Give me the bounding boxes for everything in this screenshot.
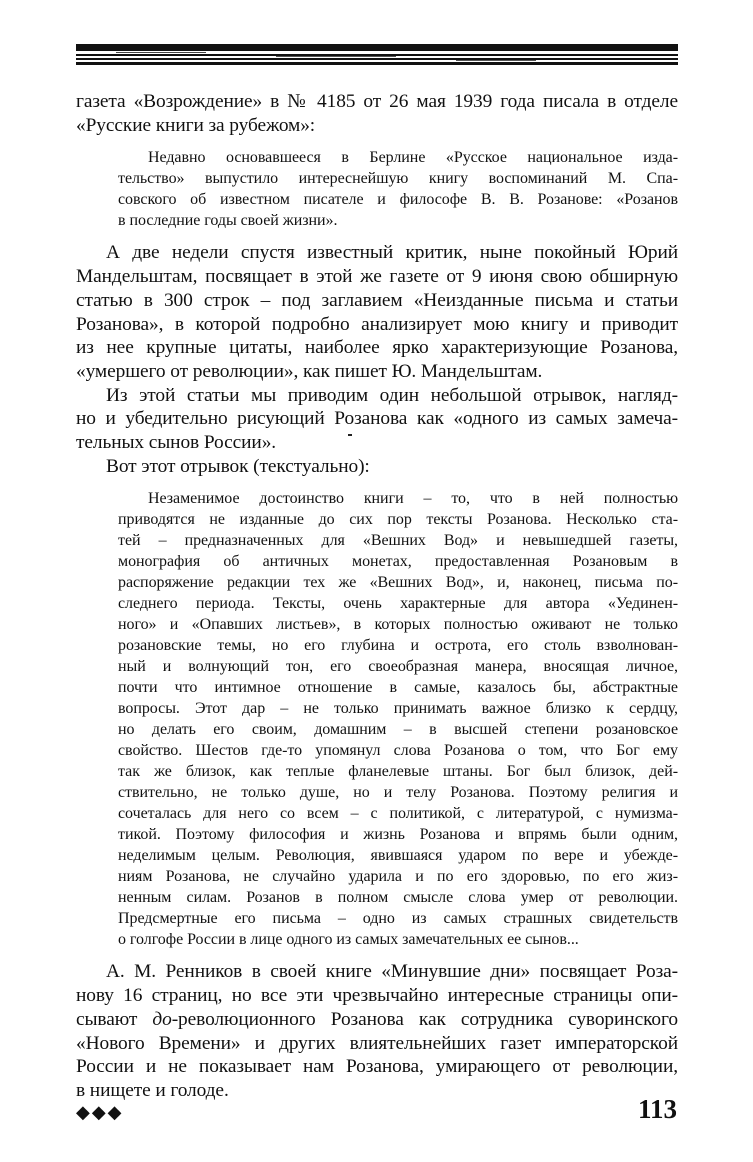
page-body — [76, 90, 678, 1103]
paragraph-4 — [76, 455, 678, 479]
quote-line: ный и волнующий тон, его своеобразная манера, вносящая личное, — [118, 658, 678, 676]
quote-line: но делать его своим, домашним – в высшей степени розановское — [118, 721, 678, 739]
quote-line: тельство» выпустило интереснейшую книгу воспоминаний М. Спа- — [118, 170, 678, 188]
text-line: нову 16 страниц, но все эти чрезвычайно интересные страницы опи- — [76, 985, 678, 1007]
header-rule-ornament — [76, 44, 678, 68]
text-fragment: -революционного Розанова как сотрудника суворинского — [171, 1008, 678, 1030]
quote-line: ненным силам. Розанов в полном смысле слова умер от революции. — [118, 889, 678, 907]
quote-line: ствительно, не только душе, но и телу Розанова. Поэтому религия и — [118, 784, 678, 802]
quote-2 — [76, 488, 678, 950]
emphasis: до — [152, 1008, 172, 1030]
footer-ornament: ◆◆◆ — [76, 1102, 124, 1123]
text-line: статью в 300 строк – под заглавием «Неизданные письма и статьи — [76, 289, 678, 311]
quote-line: тикой. Поэтому философия и жизнь Розанова и впрямь были одним, — [118, 826, 678, 844]
page-number: 113 — [637, 1094, 677, 1124]
text-line: «умершего от революции», как пишет Ю. Мандельштам. — [76, 360, 543, 382]
quote-line: так же близок, как теплые фланелевые штаны. Бог был близок, дей- — [118, 763, 678, 781]
text-line — [76, 1008, 678, 1032]
quote-line: розановские темы, но его глубина и острота, его столь взволнован- — [118, 637, 678, 655]
text-line: но и убедительно рисующий Розанова как «одного из самых замеча- — [76, 408, 678, 430]
paragraph-3 — [76, 384, 678, 455]
quote-line: ного» и «Опавших листьев», в которых полностью оживают не только — [118, 616, 678, 634]
text-line: «Русские книги за рубежом»: — [76, 114, 316, 136]
text-line: Из этой статьи мы приводим один небольшой отрывок, нагляд- — [106, 384, 678, 406]
quote-line: неделимым целым. Революция, явившаяся ударом по вере и убежде- — [118, 847, 678, 865]
quote-line: распоряжение редакции тех же «Вешних Вод», и, наконец, письма по- — [118, 574, 678, 592]
text-line: газета «Возрождение» в № 4185 от 26 мая 1939 года писала в отделе — [76, 91, 678, 112]
text-line: в нищете и голоде. — [76, 1079, 229, 1101]
quote-line: ниям Розанова, не случайно ударила и по его здоровью, по его жиз- — [118, 868, 678, 886]
quote-line: монография об античных монетах, предоставленная Розановым в — [118, 553, 678, 571]
text-line: А. М. Ренников в своей книге «Минувшие дни» посвящает Роза- — [106, 961, 678, 983]
quote-line: Незаменимое достоинство книги – то, что в ней полностью — [148, 490, 678, 508]
text-line: Вот этот отрывок (текстуально): — [106, 455, 370, 477]
text-line: Мандельштам, посвящает в этой же газете от 9 июня свою обширную — [76, 266, 678, 288]
quote-line: тей – предназначенных для «Вешних Вод» и невышедшей газеты, — [118, 532, 678, 550]
text-line: тельных сынов России». — [76, 432, 277, 454]
quote-line: приводятся не изданные до сих пор тексты Розанова. Несколько ста- — [118, 511, 678, 529]
quote-line: совского об известном писателе и философе В. В. Розанове: «Розанов — [118, 191, 678, 209]
quote-line: в последние годы своей жизни». — [118, 212, 338, 230]
paragraph-2 — [76, 241, 678, 383]
text-line: Розанова», в которой подробно анализирует мою книгу и приводит — [76, 313, 678, 335]
text-line: «Нового Времени» и других влиятельнейших газет императорской — [76, 1032, 678, 1054]
quote-line: следнего периода. Тексты, очень характерные для автора «Уединен- — [118, 595, 678, 613]
quote-line: свойство. Шестов где-то упомянул слова Розанова о том, что Бог ему — [118, 742, 678, 760]
stray-mark — [348, 434, 352, 436]
quote-1 — [76, 147, 678, 231]
quote-line: Недавно основавшееся в Берлине «Русское национальное изда- — [148, 149, 678, 167]
text-line: А две недели спустя известный критик, ныне покойный Юрий — [106, 242, 678, 264]
quote-line: почти что интимное отношение в самые, казалось бы, абстрактные — [118, 679, 678, 697]
quote-line: Предсмертные его письма – одно из самых страшных свидетельств — [118, 910, 678, 928]
paragraph-5 — [76, 960, 678, 1102]
text-fragment: сывают — [76, 1008, 153, 1030]
quote-line: вопросы. Этот дар – не только принимать важное близко к сердцу, — [118, 700, 678, 718]
text-line: России и не показывает нам Розанова, умирающего от революции, — [76, 1056, 678, 1078]
paragraph-1 — [76, 90, 678, 137]
text-line: из нее крупные цитаты, наиболее ярко характеризующие Розанова, — [76, 337, 678, 359]
quote-line: о голгофе России в лице одного из самых замечательных ее сынов... — [118, 931, 579, 949]
quote-line: сочеталась для него со всем – с политикой, с литературой, с нумизма- — [118, 805, 678, 823]
